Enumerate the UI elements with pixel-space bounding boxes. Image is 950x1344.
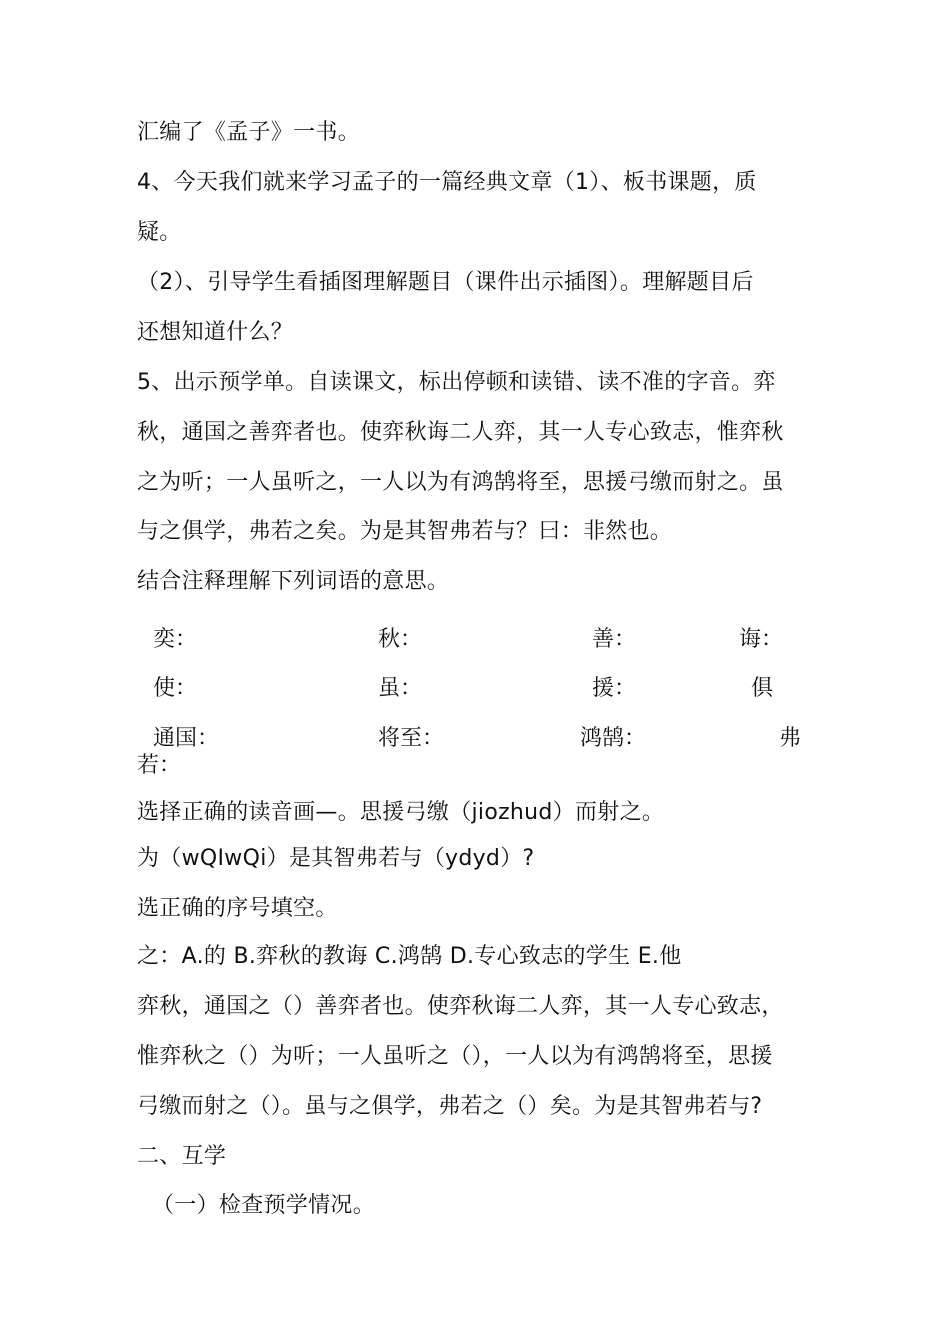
text-line-7: 秋，通国之善弈者也。使弈秋诲二人弈，其一人专心致志，惟弈秋	[137, 420, 784, 445]
text-line-13: 选正确的序号填空。	[137, 896, 338, 921]
vocab-term: 通国：	[153, 726, 220, 751]
vocab-term: 俱	[751, 676, 774, 701]
vocab-term-wrap: 若：	[137, 753, 182, 778]
subsection-heading: （一）检查预学情况。	[152, 1193, 376, 1218]
text-line-5: 还想知道什么？	[137, 320, 294, 345]
text-line-11: 选择正确的读音画—。思援弓缴（jiozhud）而射之。	[137, 800, 665, 825]
text-line-12: 为（wQIwQi）是其智弗若与（ydyd）?	[137, 846, 535, 871]
vocab-term: 援：	[592, 676, 637, 701]
vocab-term: 鸿鹄：	[580, 726, 647, 751]
text-line-1: 汇编了《孟子》一书。	[137, 120, 361, 145]
vocab-term: 将至：	[378, 726, 445, 751]
vocab-term: 秋：	[378, 627, 423, 652]
vocab-term: 诲：	[739, 627, 784, 652]
vocab-term: 虽：	[378, 676, 423, 701]
text-line-16: 惟弈秋之（）为听；一人虽听之（），一人以为有鸿鹄将至，思援	[137, 1044, 773, 1069]
text-line-17: 弓缴而射之（）。虽与之俱学，弗若之（）矣。为是其智弗若与?	[137, 1094, 763, 1119]
vocab-term: 使：	[153, 676, 198, 701]
vocab-term: 弗	[779, 726, 802, 751]
text-line-3: 疑。	[137, 220, 182, 245]
text-line-9: 与之俱学，弗若之矣。为是其智弗若与？曰：非然也。	[137, 519, 673, 544]
vocab-term: 善：	[592, 627, 637, 652]
text-line-10: 结合注释理解下列词语的意思。	[137, 569, 450, 594]
text-line-6: 5、出示预学单。自读课文，标出停顿和读错、读不准的字音。弈	[137, 370, 776, 395]
section-heading: 二、互学	[137, 1144, 227, 1169]
text-line-2: 4、今天我们就来学习孟子的一篇经典文章（1）、板书课题，质	[137, 170, 757, 195]
text-line-15: 弈秋，通国之（）善弈者也。使弈秋诲二人弈，其一人专心致志，	[137, 994, 784, 1019]
vocab-term: 奕：	[153, 627, 198, 652]
text-line-14: 之：A.的 B.弈秋的教诲 C.鸿鹄 D.专心致志的学生 E.他	[137, 944, 682, 969]
text-line-8: 之为听；一人虽听之，一人以为有鸿鹄将至，思援弓缴而射之。虽	[137, 470, 784, 495]
text-line-4: （2）、引导学生看插图理解题目（课件出示插图）。理解题目后	[137, 270, 754, 295]
